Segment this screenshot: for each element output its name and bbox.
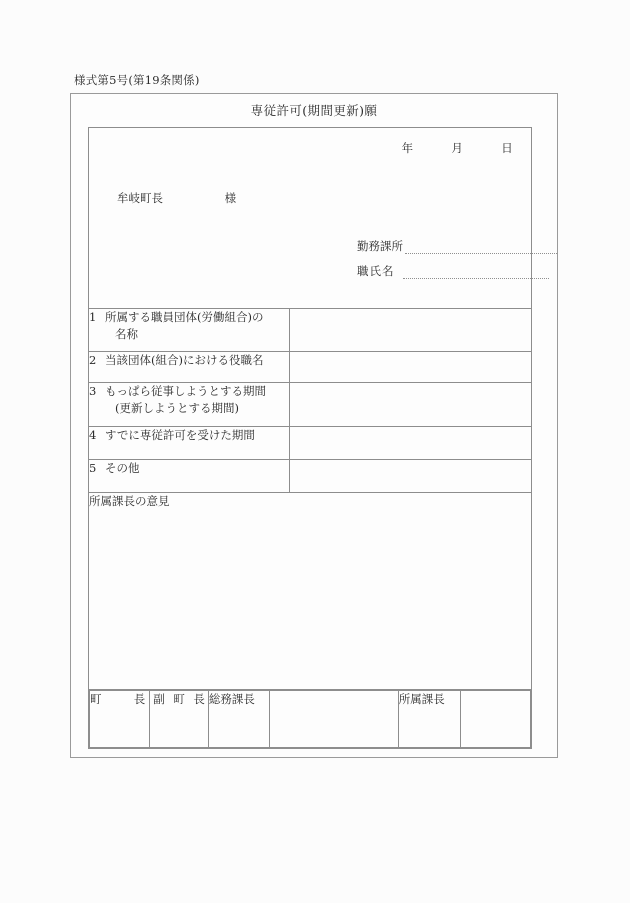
date-line (402, 140, 513, 156)
item-3-number: 3 (89, 384, 97, 398)
item-1-value[interactable] (289, 309, 531, 352)
item-3-value[interactable] (289, 383, 531, 427)
submitter-name-label: 職氏名 (357, 264, 395, 278)
submitter-block (357, 238, 557, 288)
signature-deputy-mayor[interactable] (150, 691, 209, 748)
signature-deputy-mayor-label-a: 副 (153, 692, 165, 706)
addressee-name: 牟岐町長 (117, 191, 163, 205)
item-4-label-line1: すでに専従許可を受けた期間 (105, 428, 255, 442)
submitter-section-label: 勤務課所 (357, 239, 403, 253)
item-5-number: 5 (89, 461, 97, 475)
date-year-label: 年 (401, 141, 414, 155)
table-row (89, 460, 532, 493)
submitter-name-input[interactable] (403, 267, 549, 279)
signature-section-chief[interactable] (398, 691, 461, 748)
signature-row (89, 690, 532, 749)
opinion-row (89, 493, 532, 690)
submitter-section-row (357, 238, 557, 254)
item-4-value[interactable] (289, 427, 531, 460)
page-title: 専従許可(期間更新)願 (250, 103, 378, 118)
page-frame (70, 93, 558, 758)
item-1-label-line2: 名称 (115, 326, 138, 341)
item-2-label (89, 352, 290, 383)
item-1-label (89, 309, 290, 352)
table-row (89, 427, 532, 460)
item-5-label-line1: その他 (105, 461, 140, 475)
item-2-number: 2 (89, 353, 97, 367)
table-row (89, 383, 532, 427)
signature-mayor[interactable] (90, 691, 150, 748)
signature-cells-wrapper (89, 690, 532, 749)
date-month-label: 月 (451, 141, 464, 155)
item-3-label-line1: もっぱら従事しようとする期間 (105, 384, 266, 398)
table-row (89, 352, 532, 383)
opinion-label: 所属課長の意見 (89, 494, 170, 508)
header-cell (89, 128, 532, 309)
item-2-value[interactable] (289, 352, 531, 383)
submitter-section-input[interactable] (405, 242, 557, 254)
signature-blank-2[interactable] (461, 691, 531, 748)
signature-deputy-mayor-label-c: 長 (193, 692, 205, 706)
signature-mayor-label-b: 長 (133, 692, 146, 706)
item-1-label-line1: 所属する職員団体(労働組合)の (105, 310, 264, 324)
item-4-label (89, 427, 290, 460)
form-number: 様式第5号(第19条関係) (74, 73, 200, 87)
item-5-value[interactable] (289, 460, 531, 493)
item-3-label (89, 383, 290, 427)
signature-mayor-label-a: 町 (90, 692, 102, 706)
application-form-table (88, 127, 532, 749)
signature-general-affairs-chief-label: 総務課長 (208, 692, 255, 706)
date-day-label: 日 (501, 141, 513, 155)
item-1-number: 1 (89, 310, 97, 324)
item-4-number: 4 (89, 428, 97, 442)
submitter-name-row (357, 263, 557, 279)
table-row (89, 309, 532, 352)
addressee (117, 190, 236, 206)
signature-general-affairs-chief[interactable] (208, 691, 269, 748)
header-row (89, 128, 532, 309)
item-2-label-line1: 当該団体(組合)における役職名 (105, 353, 264, 367)
addressee-honorific: 様 (224, 191, 237, 205)
item-5-label (89, 460, 290, 493)
item-3-label-line2: (更新しようとする期間) (115, 400, 239, 415)
signature-section-chief-label: 所属課長 (398, 692, 445, 706)
opinion-cell[interactable] (89, 493, 532, 690)
signature-deputy-mayor-label-b: 町 (173, 692, 185, 706)
signature-blank-1[interactable] (269, 691, 398, 748)
